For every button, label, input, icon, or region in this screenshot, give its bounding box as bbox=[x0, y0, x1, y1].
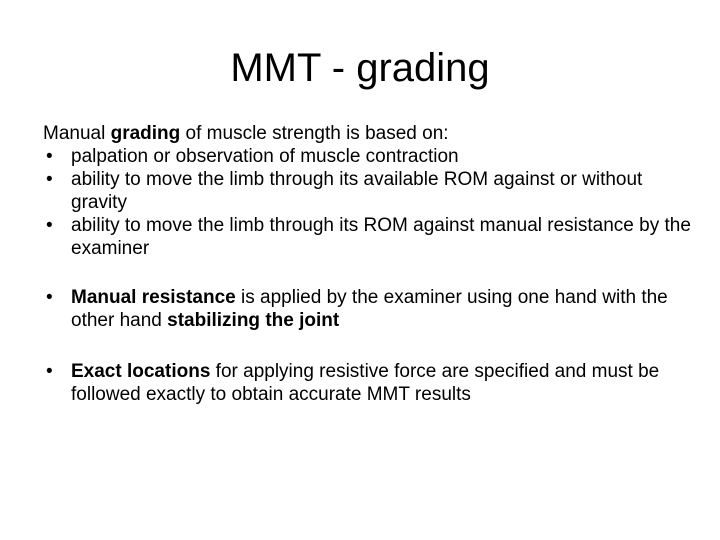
intro-bold: grading bbox=[110, 123, 181, 144]
manual-resistance-bold: Manual resistance bbox=[71, 287, 236, 308]
bullet-list bbox=[43, 145, 693, 406]
slide-body bbox=[43, 122, 693, 406]
intro-pre: Manual bbox=[43, 123, 111, 144]
stabilizing-joint-bold: stabilizing the joint bbox=[167, 310, 340, 331]
bullet-icon: • bbox=[46, 146, 53, 167]
list-item bbox=[43, 168, 693, 214]
intro-post: of muscle strength is based on: bbox=[180, 123, 449, 144]
list-item-text: ability to move the limb through its available ROM against or without gravity bbox=[71, 169, 643, 213]
manual-resistance-text: is applied by the examiner using one hand with the other hand bbox=[71, 287, 668, 331]
bullet-icon: • bbox=[46, 215, 53, 236]
list-item-text: palpation or observation of muscle contraction bbox=[71, 146, 459, 167]
slide-title: MMT - grading bbox=[230, 46, 490, 90]
list-item-exact-locations bbox=[43, 360, 693, 406]
exact-locations-bold: Exact locations bbox=[71, 361, 211, 382]
bullet-icon: • bbox=[46, 361, 53, 382]
intro-line bbox=[43, 122, 693, 145]
list-item bbox=[43, 145, 693, 168]
bullet-icon: • bbox=[46, 287, 53, 308]
list-item-manual-resistance bbox=[43, 286, 693, 332]
list-item bbox=[43, 214, 693, 260]
exact-locations-text: for applying resistive force are specified and must be followed exactly to obtain accurate MMT results bbox=[71, 361, 660, 405]
list-item-text: ability to move the limb through its ROM against manual resistance by the examiner bbox=[71, 215, 691, 259]
bullet-icon: • bbox=[46, 169, 53, 190]
